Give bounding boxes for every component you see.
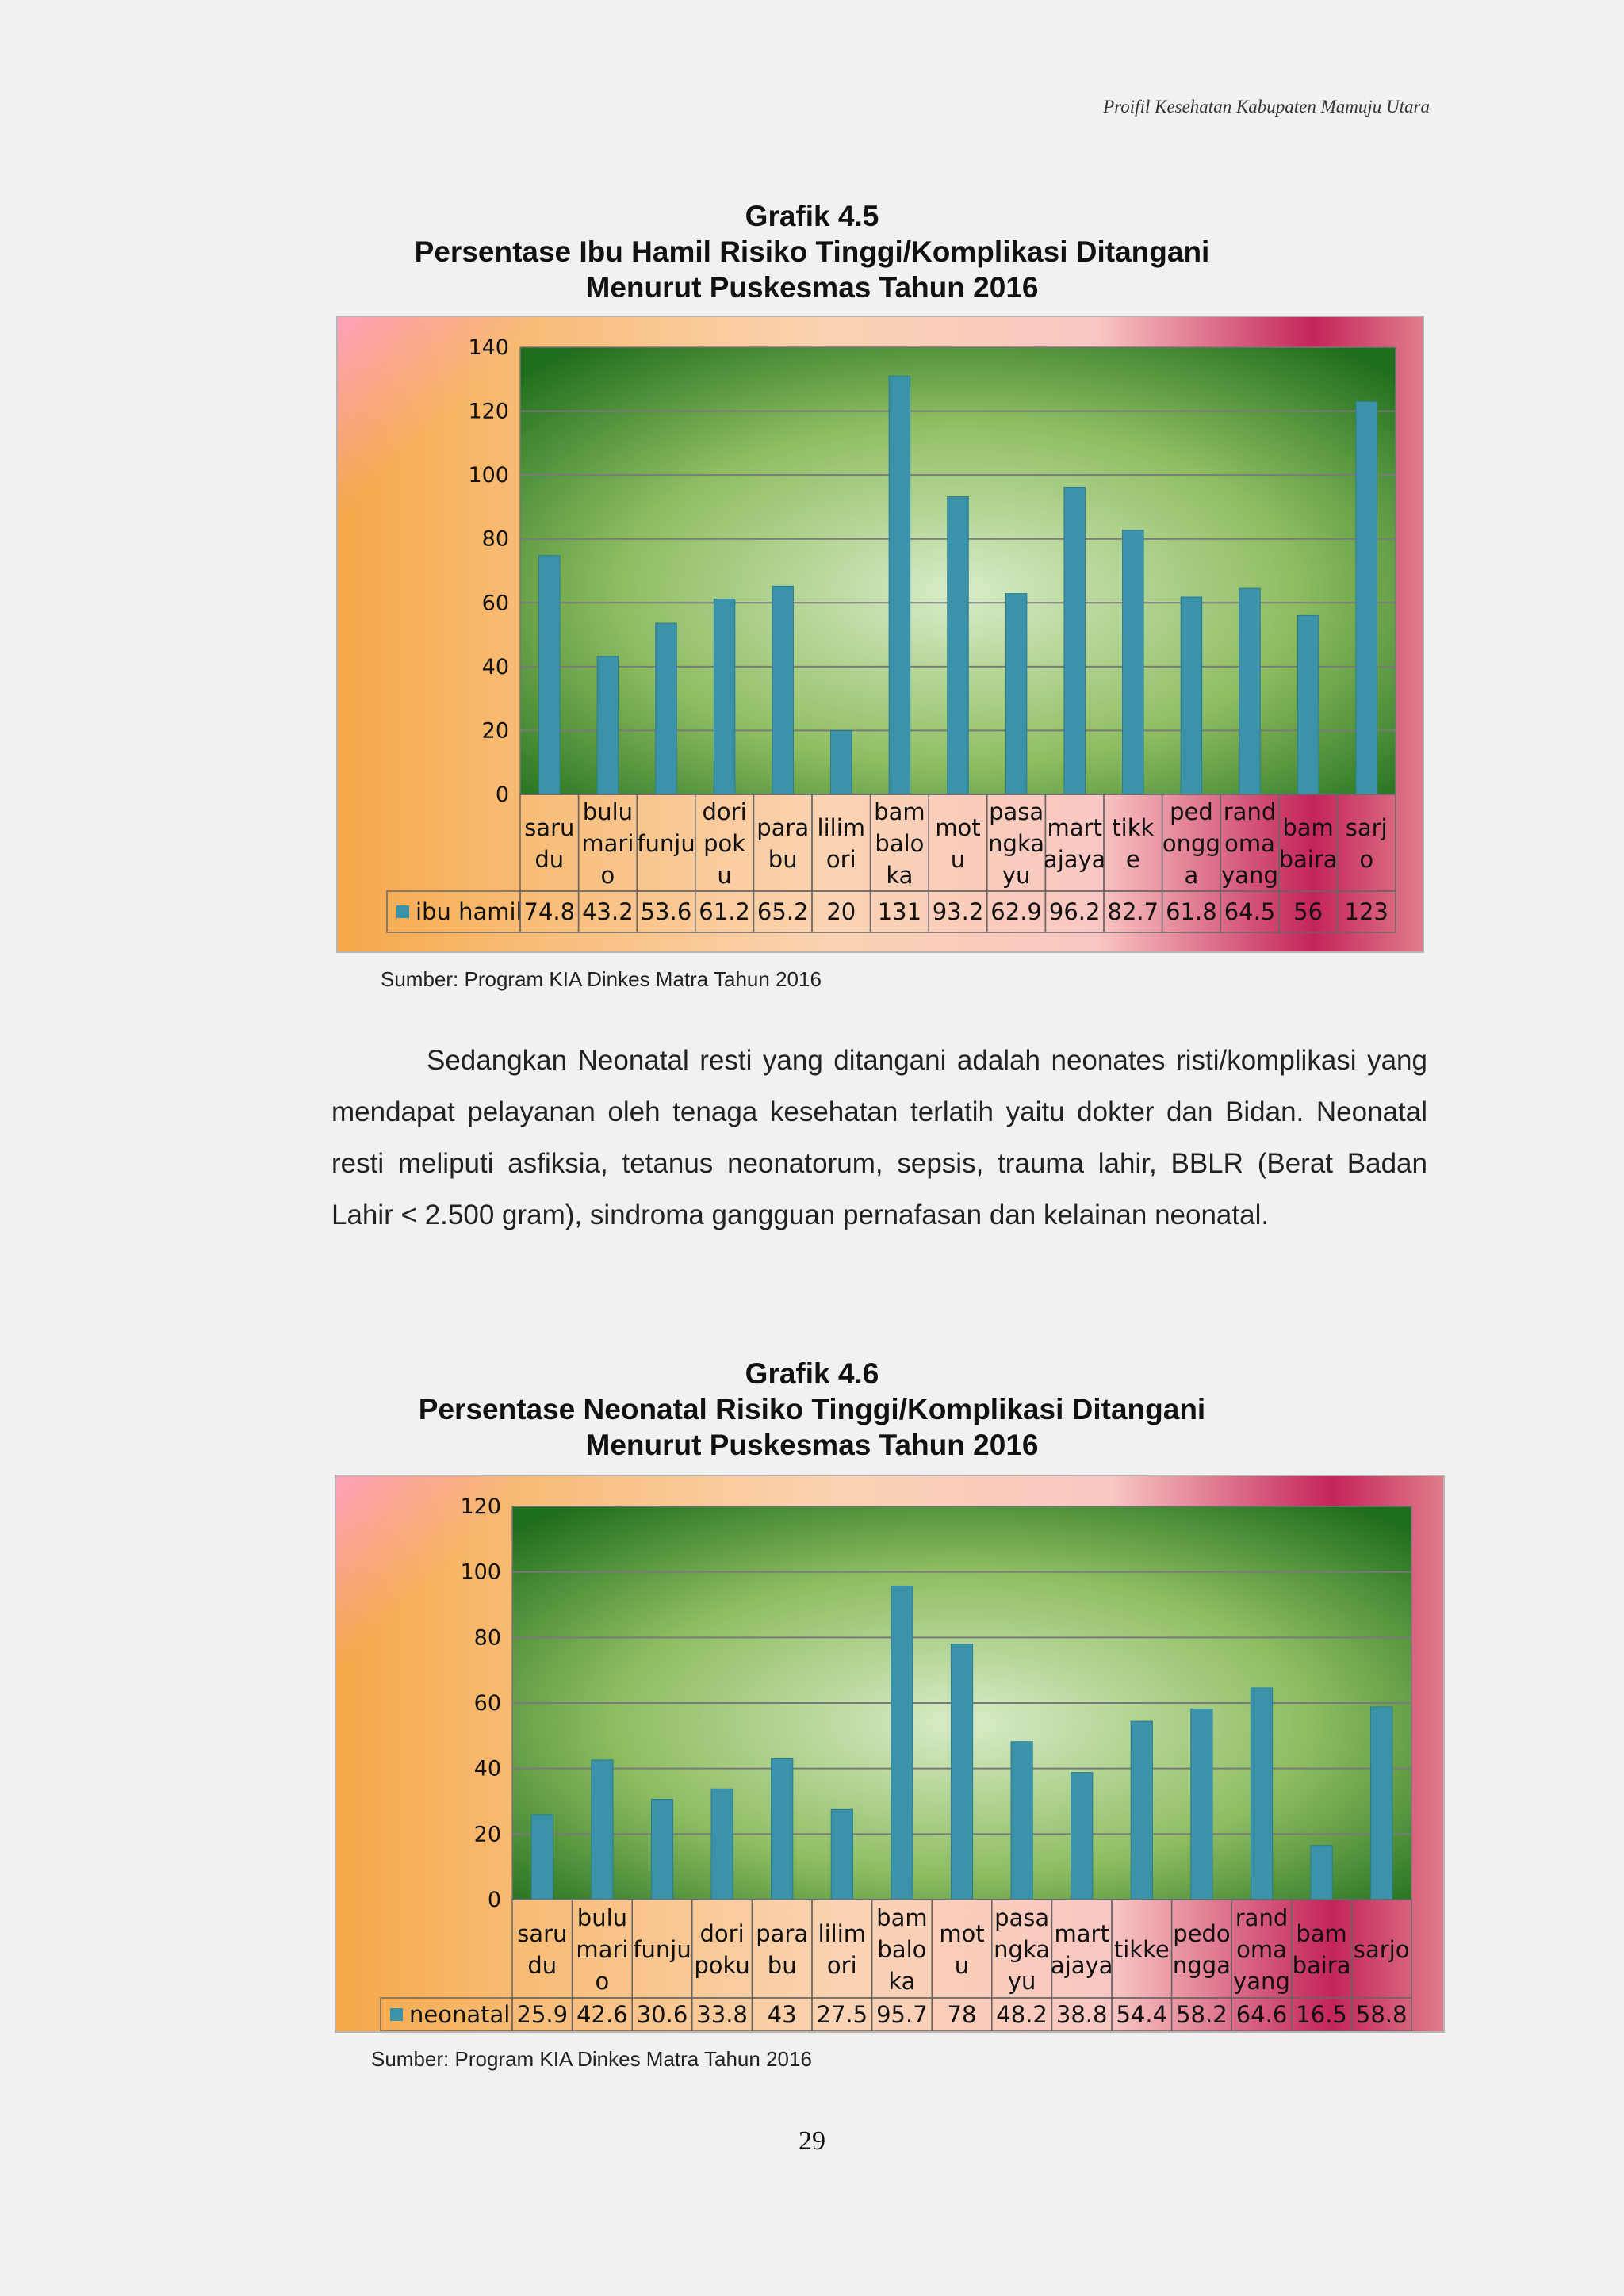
x-tick-label: para bu (756, 1920, 809, 1979)
x-tick-label: dori pok u (702, 798, 747, 889)
data-label: 16.5 (1296, 2001, 1347, 2028)
data-label: 20 (826, 898, 856, 925)
figure1-title-line1: Persentase Ibu Hamil Risiko Tinggi/Komplikasi Ditangani (414, 235, 1210, 268)
x-tick-label: tikk e (1112, 814, 1155, 873)
x-tick-label: rand oma yang (1233, 1904, 1290, 1995)
y-tick-label: 60 (473, 1691, 501, 1716)
bar (1181, 597, 1201, 794)
category-cell (512, 1900, 573, 1998)
category-cell (812, 794, 871, 891)
data-label: 65.2 (756, 898, 809, 925)
data-label: 74.8 (523, 898, 576, 925)
data-label: 82.7 (1107, 898, 1159, 925)
y-tick-label: 40 (473, 1756, 501, 1781)
category-cell (752, 1900, 812, 1998)
y-tick-label: 120 (460, 1494, 501, 1519)
bar (1191, 1709, 1212, 1900)
bar (531, 1815, 553, 1900)
x-tick-label: bam balo ka (874, 798, 925, 889)
x-tick-label: mot u (935, 814, 981, 873)
bar (889, 376, 910, 794)
figure1-label: Grafik 4.5 (745, 200, 879, 232)
y-tick-label: 100 (460, 1559, 501, 1585)
bar (1131, 1721, 1152, 1900)
bar (711, 1789, 733, 1900)
x-tick-label: funju (633, 1936, 691, 1963)
category-cell (692, 1900, 753, 1998)
page-number: 29 (799, 2126, 825, 2156)
bar (1297, 615, 1318, 794)
x-tick-label: saru du (524, 814, 575, 873)
data-label: 42.6 (576, 2001, 628, 2028)
data-label: 38.8 (1055, 2001, 1108, 2028)
bar (1005, 594, 1026, 794)
bar (1251, 1688, 1272, 1900)
bar (831, 730, 852, 794)
data-label: 62.9 (990, 898, 1042, 925)
bar (714, 599, 734, 794)
figure2-title (0, 1356, 1624, 1463)
body-paragraph-text: Sedangkan Neonatal resti yang ditangani adalah neonates risti/komplikasi yang mendapat pelayanan oleh tenaga kesehatan terlatih yaitu dokter dan Bidan. Neonatal resti meliputi asfiksia, tetanus neonatorum, sepsis, trauma lahir, BBLR (Berat Badan Lahir < 2.500 gram), sindroma gangguan pernafasan dan kelainan neonatal. (331, 1045, 1427, 1230)
category-cell (1172, 1900, 1232, 1998)
x-tick-label: mart ajaya (1050, 1920, 1113, 1979)
y-tick-label: 0 (487, 1888, 501, 1912)
bar (1239, 588, 1260, 794)
bar (539, 556, 560, 794)
data-label: 48.2 (996, 2001, 1048, 2028)
y-tick-label: 0 (495, 783, 509, 807)
data-label: 54.4 (1116, 2001, 1168, 2028)
y-tick-label: 20 (473, 1822, 501, 1847)
bar (1356, 401, 1377, 794)
bar (651, 1800, 672, 1900)
running-header: Proifil Kesehatan Kabupaten Mamuju Utara (1103, 97, 1430, 117)
figure2-source: Sumber: Program KIA Dinkes Matra Tahun 2016 (371, 2047, 812, 2071)
category-cell (520, 794, 579, 891)
category-cell (1337, 794, 1396, 891)
data-label: 61.2 (699, 898, 750, 925)
data-label: 131 (877, 898, 922, 925)
y-tick-label: 80 (473, 1625, 501, 1651)
chart-2 (335, 1475, 1445, 2033)
category-cell (1279, 794, 1338, 891)
x-tick-label: sarjo (1353, 1936, 1410, 1963)
chart-1 (336, 316, 1424, 953)
data-label: 78 (947, 2001, 977, 2028)
x-tick-label: pedo ngga (1172, 1920, 1231, 1979)
x-tick-label: para bu (756, 814, 810, 873)
bar (1371, 1707, 1392, 1900)
x-tick-label: bulu mari o (576, 1904, 629, 1995)
data-label: 33.8 (696, 2001, 748, 2028)
category-cell (1104, 794, 1162, 891)
y-tick-label: 120 (468, 399, 509, 424)
data-label: 123 (1344, 898, 1388, 925)
category-cell (1292, 1900, 1352, 1998)
data-label: 64.5 (1224, 898, 1276, 925)
bar (592, 1760, 613, 1900)
bar (597, 656, 618, 794)
figure2-title-line1: Persentase Neonatal Risiko Tinggi/Komplikasi Ditangani (418, 1393, 1206, 1425)
legend-swatch (390, 2008, 403, 2021)
category-cell (753, 794, 812, 891)
bar (1011, 1742, 1032, 1900)
data-label: 43 (767, 2001, 797, 2028)
chart-1-svg (338, 317, 1423, 951)
bar (831, 1809, 852, 1900)
bar (772, 1758, 793, 1900)
data-label: 27.5 (816, 2001, 868, 2028)
bar (951, 1644, 972, 1900)
data-label: 64.6 (1235, 2001, 1288, 2028)
y-tick-label: 140 (468, 335, 509, 360)
x-tick-label: pasa ngka yu (988, 798, 1045, 889)
x-tick-label: lilim ori (817, 814, 866, 873)
figure2-title-line2: Menurut Puskesmas Tahun 2016 (585, 1429, 1039, 1461)
data-label: 61.8 (1166, 898, 1217, 925)
legend-label: neonatal (409, 2001, 511, 2028)
y-tick-label: 100 (468, 463, 509, 488)
x-tick-label: bulu mari o (581, 798, 634, 889)
x-tick-label: sarj o (1345, 814, 1388, 873)
bar (948, 497, 968, 794)
x-tick-label: ped ongg a (1162, 798, 1220, 889)
data-label: 43.2 (582, 898, 634, 925)
x-tick-label: mot u (939, 1920, 985, 1979)
x-tick-label: bam balo ka (876, 1904, 928, 1995)
x-tick-label: rand oma yang (1221, 798, 1278, 889)
data-label: 56 (1293, 898, 1323, 925)
data-label: 25.9 (516, 2001, 569, 2028)
x-tick-label: bam baira (1278, 814, 1338, 873)
x-tick-label: dori poku (694, 1920, 750, 1979)
x-tick-label: lilim ori (818, 1920, 867, 1979)
category-cell (1051, 1900, 1112, 1998)
y-tick-label: 80 (481, 526, 509, 552)
x-tick-label: pasa ngka yu (994, 1904, 1051, 1995)
y-tick-label: 40 (481, 654, 509, 679)
data-label: 96.2 (1048, 898, 1101, 925)
data-label: 58.8 (1355, 2001, 1408, 2028)
figure2-label: Grafik 4.6 (745, 1357, 879, 1390)
bar (1311, 1846, 1332, 1900)
figure1-source: Sumber: Program KIA Dinkes Matra Tahun 2016 (381, 967, 822, 991)
x-tick-label: bam baira (1292, 1920, 1351, 1979)
x-tick-label: funju (637, 830, 695, 857)
category-cell (1045, 794, 1104, 891)
legend-swatch (396, 905, 409, 918)
figure1-title-line2: Menurut Puskesmas Tahun 2016 (585, 271, 1039, 304)
data-label: 93.2 (932, 898, 984, 925)
data-label: 30.6 (636, 2001, 688, 2028)
x-tick-label: tikke (1113, 1936, 1170, 1963)
chart-2-svg (336, 1476, 1443, 2031)
data-label: 58.2 (1176, 2001, 1228, 2028)
bar (1123, 530, 1143, 794)
bar (891, 1586, 913, 1900)
data-label: 53.6 (640, 898, 692, 925)
legend-label: ibu hamil (416, 898, 523, 925)
category-cell (932, 1900, 992, 1998)
bar (656, 623, 676, 794)
data-label: 95.7 (876, 2001, 928, 2028)
figure1-title (0, 198, 1624, 305)
category-cell (812, 1900, 872, 1998)
category-cell (929, 794, 987, 891)
y-tick-label: 20 (481, 718, 509, 744)
x-tick-label: mart ajaya (1043, 814, 1106, 873)
bar (1071, 1773, 1093, 1900)
y-tick-label: 60 (481, 591, 509, 616)
bar (1064, 487, 1085, 794)
body-paragraph (331, 1035, 1427, 1241)
x-tick-label: saru du (517, 1920, 568, 1979)
bar (772, 586, 793, 794)
